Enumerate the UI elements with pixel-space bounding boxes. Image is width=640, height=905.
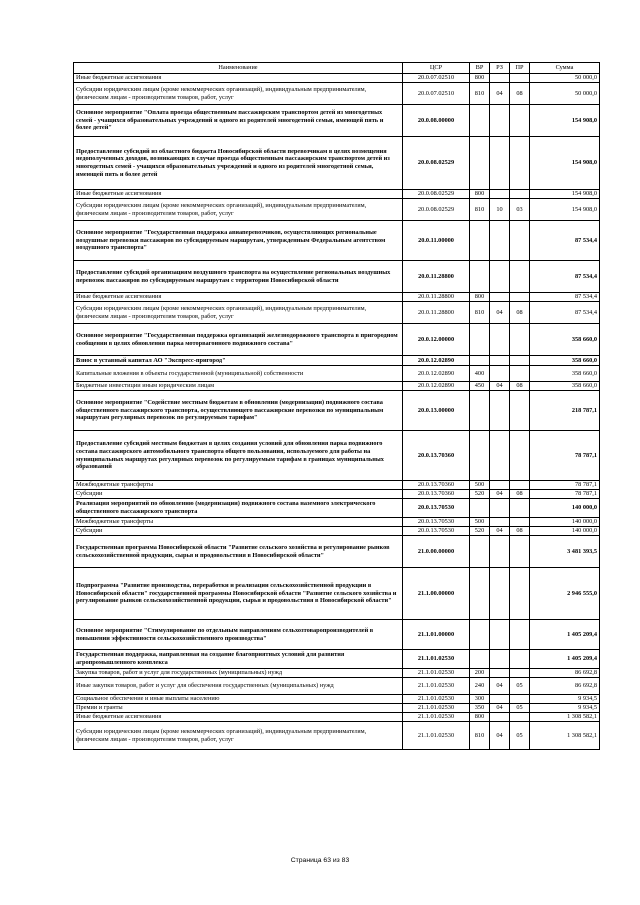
table-row xyxy=(74,669,600,678)
row-name: Субсидии xyxy=(74,490,403,499)
table-row xyxy=(74,302,600,324)
row-name: Основное мероприятие "Стимулирование по отдельным направлениям сельхозтоваропроизводителей в повышении эффективности сельскохозяйственного производства" xyxy=(74,620,403,650)
row-pr xyxy=(510,481,530,490)
row-name: Предоставление субсидий из областного бюджета Новосибирской области перевозчикам в целях возмещения недополученных доходов, возникающих в случае проезда общественным пассажирским транспортом детей из многодетных семей - учащихся образовательных учреждений и одного из родителей многодетной семьи, имеющей пять и более детей xyxy=(74,137,403,190)
row-name: Иные бюджетные ассигнования xyxy=(74,190,403,199)
row-name: Иные закупки товаров, работ и услуг для обеспечения государственных (муниципальных) нужд xyxy=(74,678,403,695)
row-rz xyxy=(490,695,510,704)
row-sum: 9 934,5 xyxy=(530,704,600,713)
row-vr: 350 xyxy=(470,704,490,713)
row-pr xyxy=(510,190,530,199)
row-sum: 154 908,0 xyxy=(530,105,600,137)
row-vr: 450 xyxy=(470,382,490,391)
row-csr: 20.0.13.70360 xyxy=(403,431,470,481)
row-sum: 86 692,8 xyxy=(530,678,600,695)
row-vr: 300 xyxy=(470,695,490,704)
row-sum: 1 405 209,4 xyxy=(530,620,600,650)
row-vr: 810 xyxy=(470,199,490,221)
row-vr: 800 xyxy=(470,74,490,83)
row-name: Предоставление субсидий организациям воздушного транспорта на осуществление региональных воздушных перевозок пассажиров по субсидируемым маршрутам с территории Новосибирской области xyxy=(74,261,403,293)
row-csr: 20.0.11.28800 xyxy=(403,293,470,302)
row-csr: 20.0.12.02890 xyxy=(403,356,470,366)
table-row xyxy=(74,391,600,431)
row-name: Иные бюджетные ассигнования xyxy=(74,713,403,722)
header-pr: ПР xyxy=(510,63,530,74)
row-rz: 04 xyxy=(490,527,510,536)
row-pr xyxy=(510,293,530,302)
table-row xyxy=(74,431,600,481)
table-row xyxy=(74,137,600,190)
table-row xyxy=(74,650,600,669)
row-rz xyxy=(490,293,510,302)
page-number: Страница 63 из 83 xyxy=(290,857,350,864)
row-rz xyxy=(490,669,510,678)
row-pr xyxy=(510,499,530,518)
row-csr: 20.0.08.02529 xyxy=(403,190,470,199)
row-csr: 20.0.12.02890 xyxy=(403,382,470,391)
row-csr: 20.0.08.02529 xyxy=(403,137,470,190)
row-rz xyxy=(490,620,510,650)
row-rz xyxy=(490,499,510,518)
header-sum: Сумма xyxy=(530,63,600,74)
row-rz: 04 xyxy=(490,490,510,499)
table-row xyxy=(74,293,600,302)
row-pr xyxy=(510,366,530,382)
row-name: Межбюджетные трансферты xyxy=(74,481,403,490)
table-row xyxy=(74,518,600,527)
row-pr xyxy=(510,518,530,527)
header-csr: ЦСР xyxy=(403,63,470,74)
table-row xyxy=(74,568,600,620)
row-sum: 3 481 393,5 xyxy=(530,536,600,568)
row-name: Субсидии юридическим лицам (кроме некоммерческих организаций), индивидуальным предпринимателям, физическим лицам - производителям товаров, работ, услуг xyxy=(74,199,403,221)
row-rz xyxy=(490,366,510,382)
row-csr: 21.1.01.02530 xyxy=(403,695,470,704)
row-rz: 04 xyxy=(490,83,510,105)
row-name: Основное мероприятие "Оплата проезда общественным пассажирским транспортом детей из многодетных семей - учащихся образовательных учреждений и одного из родителей многодетной семьи, имеющей пять и более детей" xyxy=(74,105,403,137)
row-pr xyxy=(510,669,530,678)
row-name: Подпрограмма "Развитие производства, переработки и реализации сельскохозяйственной продукции в Новосибирской области" государственной программы Новосибирской области "Развитие сельского хозяйства и регулирование рынков сельскохозяйственной продукции, сырья и продовольствия в Новосибирской области" xyxy=(74,568,403,620)
row-csr: 20.0.13.00000 xyxy=(403,391,470,431)
row-sum: 1 405 209,4 xyxy=(530,650,600,669)
row-pr: 08 xyxy=(510,490,530,499)
row-name: Бюджетные инвестиции иным юридическим лицам xyxy=(74,382,403,391)
row-vr xyxy=(470,324,490,356)
row-vr: 800 xyxy=(470,190,490,199)
row-rz xyxy=(490,391,510,431)
table-row xyxy=(74,105,600,137)
row-vr xyxy=(470,105,490,137)
row-rz: 04 xyxy=(490,302,510,324)
table-row xyxy=(74,678,600,695)
table-row xyxy=(74,704,600,713)
row-name: Субсидии xyxy=(74,527,403,536)
row-name: Взнос в уставный капитал АО "Экспресс-пригород" xyxy=(74,356,403,366)
row-csr: 21.1.00.00000 xyxy=(403,568,470,620)
row-vr xyxy=(470,431,490,481)
row-vr xyxy=(470,499,490,518)
row-csr: 21.1.01.02530 xyxy=(403,713,470,722)
table-row xyxy=(74,190,600,199)
row-rz: 04 xyxy=(490,722,510,750)
row-csr: 21.0.00.00000 xyxy=(403,536,470,568)
table-row xyxy=(74,527,600,536)
row-pr xyxy=(510,137,530,190)
row-pr: 08 xyxy=(510,83,530,105)
row-csr: 21.1.01.02530 xyxy=(403,678,470,695)
row-pr xyxy=(510,568,530,620)
table-row xyxy=(74,481,600,490)
row-pr: 08 xyxy=(510,527,530,536)
row-csr: 20.0.13.70360 xyxy=(403,490,470,499)
row-sum: 358 660,0 xyxy=(530,356,600,366)
row-csr: 20.0.08.00000 xyxy=(403,105,470,137)
row-pr xyxy=(510,695,530,704)
row-rz xyxy=(490,261,510,293)
row-vr xyxy=(470,391,490,431)
row-pr: 08 xyxy=(510,382,530,391)
row-name: Основное мероприятие "Государственная поддержка организаций железнодорожного транспорта в пригородном сообщении в целях обновления парка моторвагонного подвижного состава" xyxy=(74,324,403,356)
row-csr: 20.0.13.70360 xyxy=(403,481,470,490)
row-vr: 520 xyxy=(470,527,490,536)
row-sum: 87 534,4 xyxy=(530,221,600,261)
row-vr: 520 xyxy=(470,490,490,499)
header-name: Наименование xyxy=(74,63,403,74)
row-csr: 20.0.07.02510 xyxy=(403,83,470,105)
row-pr: 05 xyxy=(510,678,530,695)
row-sum: 358 660,0 xyxy=(530,324,600,356)
row-vr: 400 xyxy=(470,366,490,382)
table-row xyxy=(74,83,600,105)
row-csr: 20.0.13.70530 xyxy=(403,499,470,518)
row-sum: 140 000,0 xyxy=(530,499,600,518)
row-sum: 87 534,4 xyxy=(530,293,600,302)
row-rz xyxy=(490,518,510,527)
table-body xyxy=(74,74,600,750)
row-name: Реализация мероприятий по обновлению (модернизации) подвижного состава наземного электрического общественного пассажирского транспорта xyxy=(74,499,403,518)
row-sum: 50 000,0 xyxy=(530,83,600,105)
row-name: Основное мероприятие "Содействие местным бюджетам в обновлении (модернизации) подвижного состава общественного пассажирского транспорта, осуществляющего пассажирские перевозки по муниципальным маршрутам регулярных перевозок по регулируемым тарифам" xyxy=(74,391,403,431)
row-pr: 03 xyxy=(510,199,530,221)
row-vr: 200 xyxy=(470,669,490,678)
table-row xyxy=(74,722,600,750)
table-row xyxy=(74,221,600,261)
row-pr: 05 xyxy=(510,722,530,750)
row-pr xyxy=(510,105,530,137)
row-sum: 2 946 555,0 xyxy=(530,568,600,620)
row-vr: 240 xyxy=(470,678,490,695)
row-rz xyxy=(490,650,510,669)
table-row xyxy=(74,499,600,518)
row-vr xyxy=(470,650,490,669)
row-name: Субсидии юридическим лицам (кроме некоммерческих организаций), индивидуальным предпринимателям, физическим лицам - производителям товаров, работ, услуг xyxy=(74,302,403,324)
header-rz: РЗ xyxy=(490,63,510,74)
row-vr: 500 xyxy=(470,481,490,490)
row-vr: 810 xyxy=(470,302,490,324)
row-csr: 20.0.11.28800 xyxy=(403,302,470,324)
row-csr: 20.0.12.00000 xyxy=(403,324,470,356)
row-sum: 218 787,1 xyxy=(530,391,600,431)
row-pr xyxy=(510,431,530,481)
row-sum: 50 000,0 xyxy=(530,74,600,83)
row-sum: 154 908,0 xyxy=(530,137,600,190)
row-rz xyxy=(490,324,510,356)
row-pr xyxy=(510,356,530,366)
row-csr: 20.0.11.00000 xyxy=(403,221,470,261)
row-name: Капитальные вложения в объекты государственной (муниципальной) собственности xyxy=(74,366,403,382)
row-vr: 810 xyxy=(470,722,490,750)
row-sum: 154 908,0 xyxy=(530,199,600,221)
table-row xyxy=(74,324,600,356)
row-name: Премии и гранты xyxy=(74,704,403,713)
row-name: Социальное обеспечение и иные выплаты населению xyxy=(74,695,403,704)
row-rz xyxy=(490,105,510,137)
row-rz xyxy=(490,190,510,199)
table-row xyxy=(74,356,600,366)
row-name: Основное мероприятие "Государственная поддержка авиаперевозчиков, осуществляющих региональные воздушные перевозки пассажиров по субсидируемым маршрутам, утвержденным Федеральным агентством воздушного транспорта" xyxy=(74,221,403,261)
table-row xyxy=(74,695,600,704)
row-sum: 78 787,1 xyxy=(530,490,600,499)
row-sum: 154 908,0 xyxy=(530,190,600,199)
row-vr xyxy=(470,536,490,568)
row-vr xyxy=(470,568,490,620)
row-vr: 810 xyxy=(470,83,490,105)
row-sum: 140 000,0 xyxy=(530,527,600,536)
row-rz: 04 xyxy=(490,678,510,695)
row-name: Субсидии юридическим лицам (кроме некоммерческих организаций), индивидуальным предпринимателям, физическим лицам - производителям товаров, работ, услуг xyxy=(74,83,403,105)
row-rz: 04 xyxy=(490,382,510,391)
row-rz xyxy=(490,137,510,190)
row-pr xyxy=(510,713,530,722)
row-csr: 21.1.01.02530 xyxy=(403,650,470,669)
row-csr: 21.1.01.02530 xyxy=(403,704,470,713)
row-csr: 20.0.13.70530 xyxy=(403,527,470,536)
row-vr xyxy=(470,620,490,650)
row-vr xyxy=(470,356,490,366)
row-sum: 78 787,1 xyxy=(530,431,600,481)
row-csr: 21.1.01.00000 xyxy=(403,620,470,650)
row-pr: 08 xyxy=(510,302,530,324)
row-vr xyxy=(470,261,490,293)
row-rz xyxy=(490,74,510,83)
row-pr xyxy=(510,650,530,669)
table-row xyxy=(74,490,600,499)
row-sum: 358 660,0 xyxy=(530,382,600,391)
table-row xyxy=(74,366,600,382)
table-row xyxy=(74,713,600,722)
row-pr: 05 xyxy=(510,704,530,713)
header-vr: ВР xyxy=(470,63,490,74)
row-rz: 10 xyxy=(490,199,510,221)
table-row xyxy=(74,261,600,293)
row-sum: 86 692,8 xyxy=(530,669,600,678)
row-name: Государственная поддержка, направленная на создание благоприятных условий для развития агропромышленного комплекса xyxy=(74,650,403,669)
table-row xyxy=(74,74,600,83)
row-sum: 1 308 582,1 xyxy=(530,713,600,722)
row-sum: 1 308 582,1 xyxy=(530,722,600,750)
budget-table xyxy=(73,62,600,750)
row-vr: 800 xyxy=(470,293,490,302)
row-rz xyxy=(490,713,510,722)
table-row xyxy=(74,199,600,221)
row-csr: 20.0.13.70530 xyxy=(403,518,470,527)
row-sum: 9 934,5 xyxy=(530,695,600,704)
row-rz xyxy=(490,221,510,261)
row-name: Субсидии юридическим лицам (кроме некоммерческих организаций), индивидуальным предпринимателям, физическим лицам - производителям товаров, работ, услуг xyxy=(74,722,403,750)
row-vr xyxy=(470,221,490,261)
row-rz xyxy=(490,536,510,568)
row-vr: 500 xyxy=(470,518,490,527)
row-sum: 140 000,0 xyxy=(530,518,600,527)
row-csr: 21.1.01.02530 xyxy=(403,722,470,750)
row-csr: 20.0.11.28800 xyxy=(403,261,470,293)
row-rz xyxy=(490,356,510,366)
row-csr: 20.0.12.02890 xyxy=(403,366,470,382)
row-name: Государственная программа Новосибирской области "Развитие сельского хозяйства и регулирование рынков сельскохозяйственной продукции, сырья и продовольствия в Новосибирской области" xyxy=(74,536,403,568)
table-row xyxy=(74,382,600,391)
row-sum: 358 660,0 xyxy=(530,366,600,382)
row-pr xyxy=(510,391,530,431)
row-name: Иные бюджетные ассигнования xyxy=(74,74,403,83)
row-pr xyxy=(510,261,530,293)
row-sum: 87 534,4 xyxy=(530,261,600,293)
row-name: Иные бюджетные ассигнования xyxy=(74,293,403,302)
row-sum: 87 534,4 xyxy=(530,302,600,324)
table-row xyxy=(74,620,600,650)
row-csr: 21.1.01.02530 xyxy=(403,669,470,678)
row-pr xyxy=(510,324,530,356)
row-vr: 800 xyxy=(470,713,490,722)
row-rz xyxy=(490,431,510,481)
row-name: Межбюджетные трансферты xyxy=(74,518,403,527)
row-csr: 20.0.08.02529 xyxy=(403,199,470,221)
row-csr: 20.0.07.02510 xyxy=(403,74,470,83)
row-pr xyxy=(510,620,530,650)
row-vr xyxy=(470,137,490,190)
row-rz: 04 xyxy=(490,704,510,713)
row-sum: 78 787,1 xyxy=(530,481,600,490)
table-row xyxy=(74,536,600,568)
row-name: Предоставление субсидий местным бюджетам в целях создания условий для обновления парка подвижного состава пассажирского автомобильного транспорта общего пользования, используемого для работы на муниципальных маршрутах регулярных перевозок по регулируемым тарифам в границах муниципальных образований xyxy=(74,431,403,481)
row-pr xyxy=(510,221,530,261)
table-header-row xyxy=(74,63,600,74)
row-rz xyxy=(490,568,510,620)
row-pr xyxy=(510,74,530,83)
row-rz xyxy=(490,481,510,490)
row-name: Закупка товаров, работ и услуг для государственных (муниципальных) нужд xyxy=(74,669,403,678)
row-pr xyxy=(510,536,530,568)
